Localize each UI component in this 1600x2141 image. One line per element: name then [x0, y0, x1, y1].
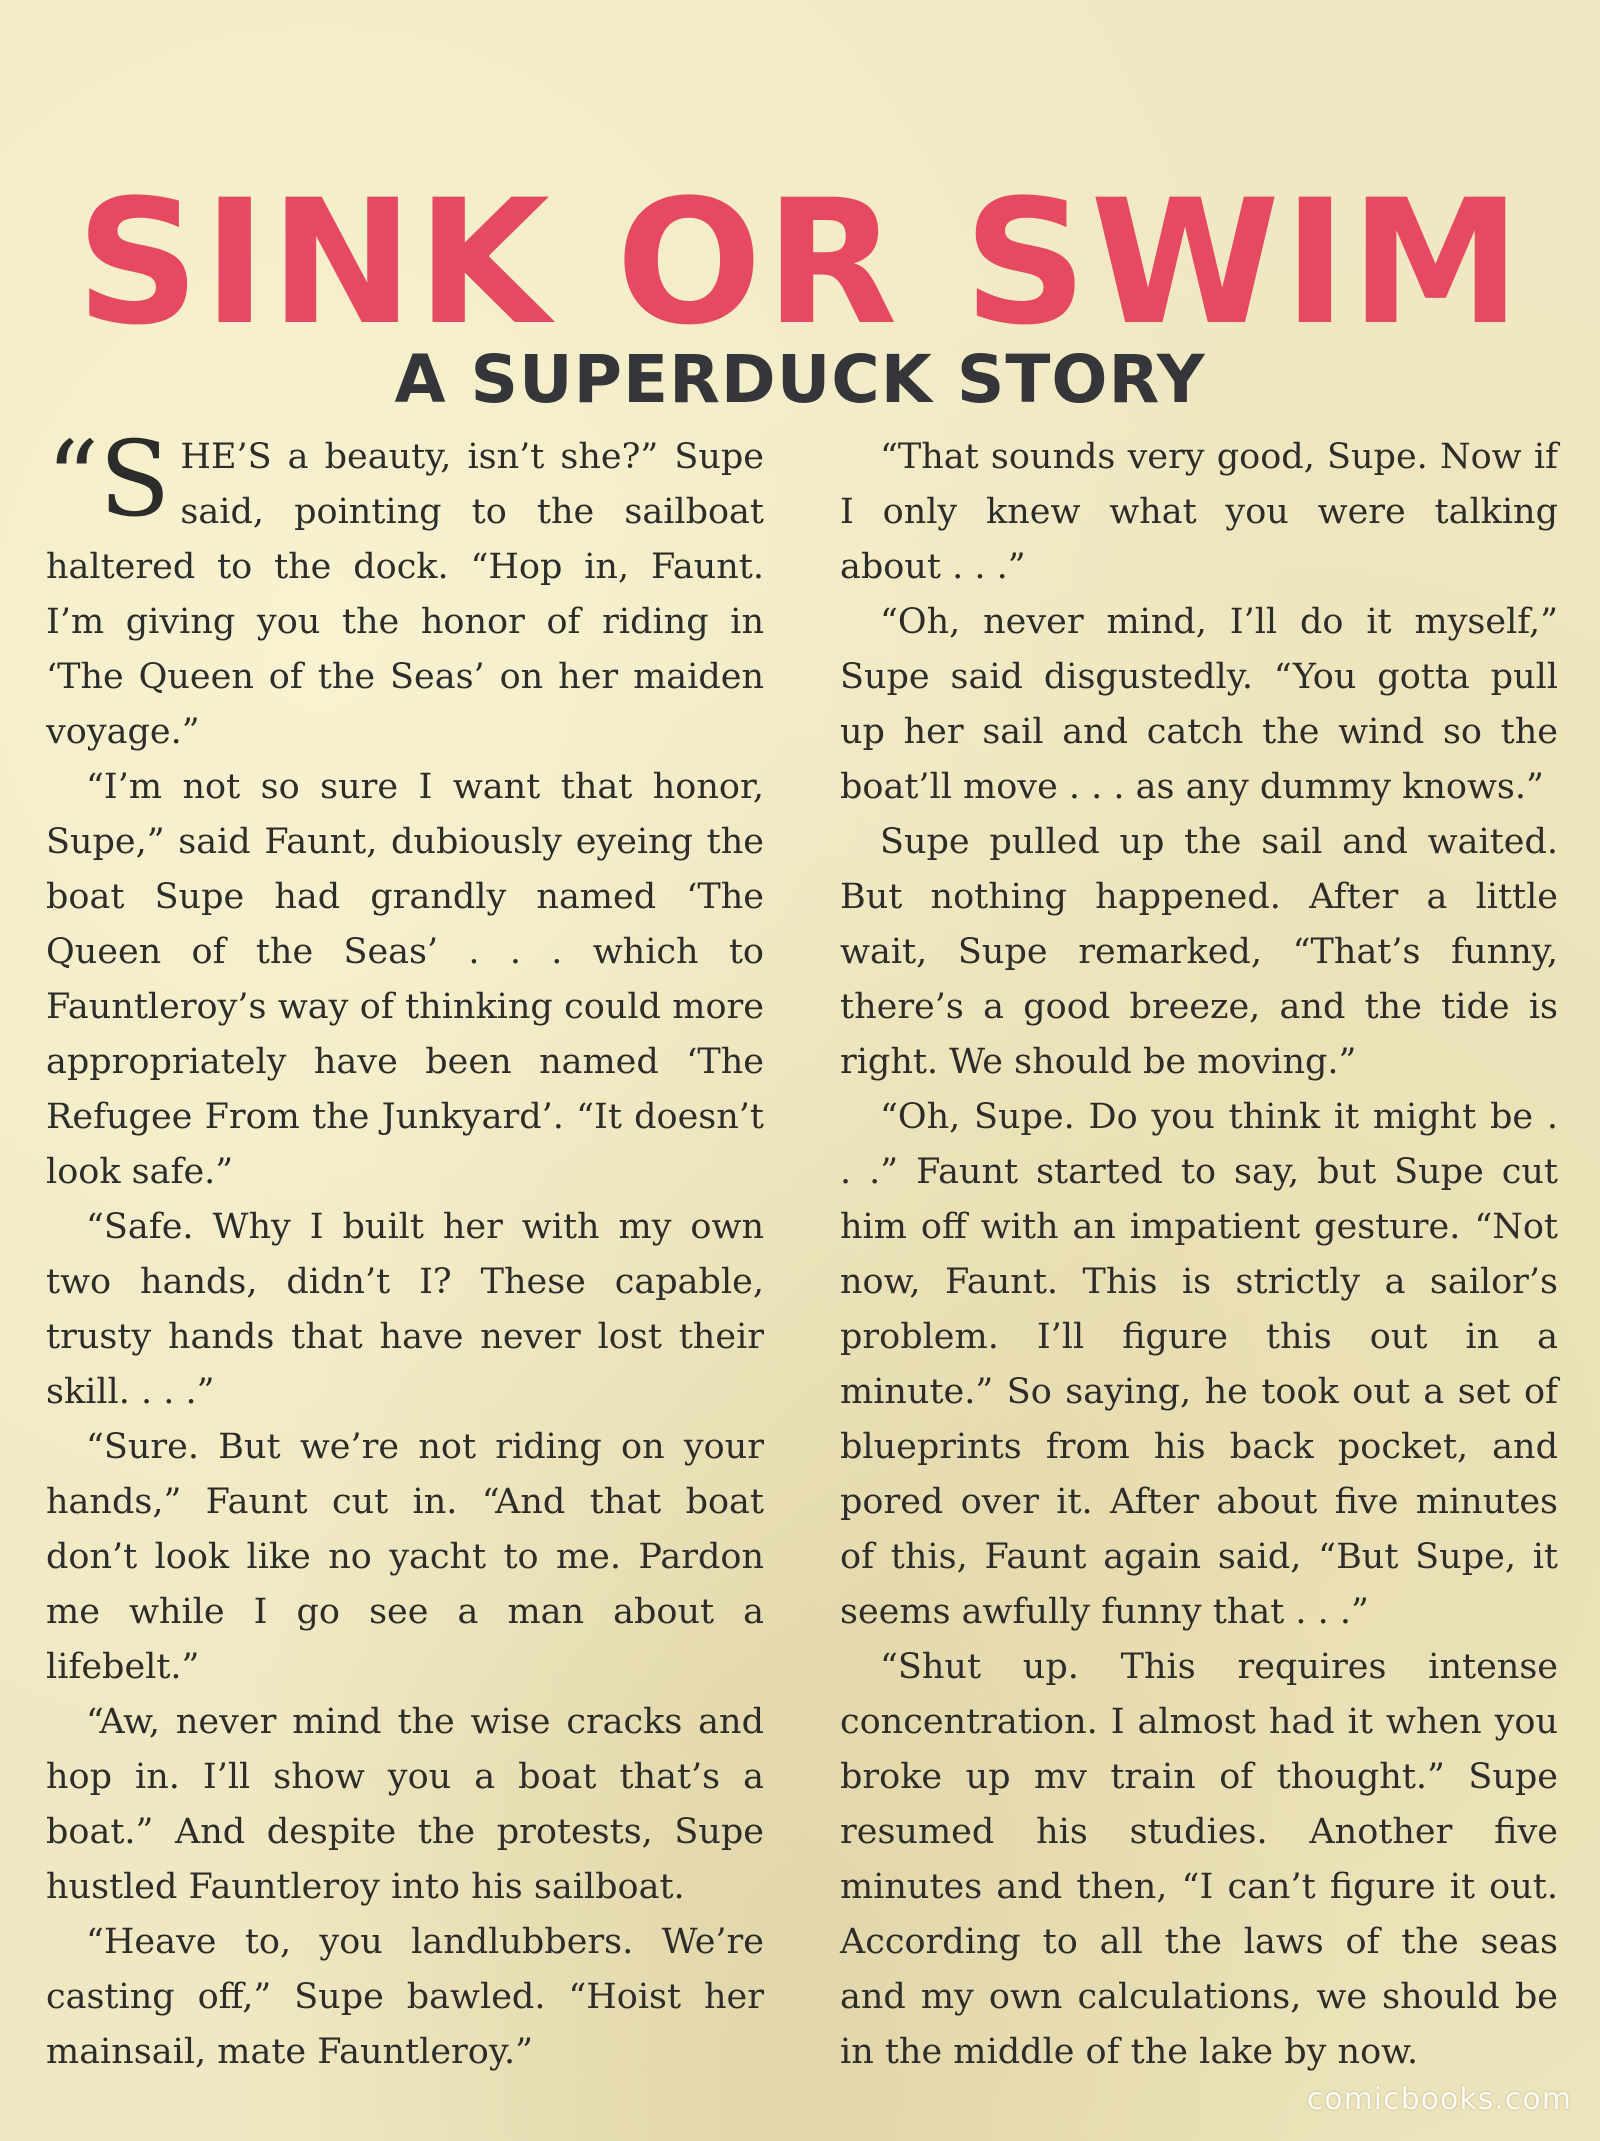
- drop-cap: “S: [46, 418, 171, 540]
- paragraph: “Shut up. This requires intense concentration. I almost had it when you broke up mv train of thought.” Supe resumed his studies. Another five minutes and then, “I can’t figure it out. According to all the laws of the seas and my own calculations, we should be in the middle of the lake by now.: [840, 1647, 1558, 2072]
- opening-paragraph-text: HE’S a beauty, isn’t she?” Supe said, pointing to the sailboat haltered to the dock. “Hop in, Faunt. I’m giving you the honor of riding in ‘The Queen of the Seas’ on her maiden voyage.”: [46, 437, 764, 752]
- paragraph: “Oh, never mind, I’ll do it myself,” Supe said disgustedly. “You gotta pull up her sail and catch the wind so the boat’ll move . . . as any dummy knows.”: [840, 602, 1558, 807]
- paragraph: “That sounds very good, Supe. Now if I only knew what you were talking about . . .”: [840, 437, 1558, 587]
- paragraph: “Oh, Supe. Do you think it might be . . .” Faunt started to say, but Supe cut him off with an impatient gesture. “Not now, Faunt. This is strictly a sailor’s problem. I’ll figure this out in a minute.” So saying, he took out a set of blueprints from his back pocket, and pored over it. After about five minutes of this, Faunt again said, “But Supe, it seems awfully funny that . . .”: [840, 1097, 1558, 1632]
- right-text-column: [840, 430, 1558, 2080]
- paragraph: Supe pulled up the sail and waited. But nothing happened. After a little wait, Supe remarked, “That’s funny, there’s a good breeze, and the tide is right. We should be moving.”: [840, 822, 1558, 1082]
- story-title: SINK OR SWIM: [75, 162, 1525, 364]
- paragraph: “Aw, never mind the wise cracks and hop in. I’ll show you a boat that’s a boat.” And despite the protests, Supe hustled Fauntleroy into his sailboat.: [46, 1702, 764, 1907]
- paragraph: “Heave to, you landlubbers. We’re casting off,” Supe bawled. “Hoist her mainsail, mate Fauntleroy.”: [46, 1922, 764, 2072]
- paragraph: “Sure. But we’re not riding on your hands,” Faunt cut in. “And that boat don’t look like no yacht to me. Pardon me while I go see a man about a lifebelt.”: [46, 1427, 764, 1687]
- story-subtitle: A SUPERDUCK STORY: [394, 340, 1206, 418]
- paragraph: “Safe. Why I built her with my own two hands, didn’t I? These capable, trusty hands that have never lost their skill. . . .”: [46, 1207, 764, 1412]
- opening-paragraph: [46, 418, 764, 760]
- left-text-column: [46, 418, 764, 2080]
- paragraph: “I’m not so sure I want that honor, Supe,” said Faunt, dubiously eyeing the boat Supe had grandly named ‘The Queen of the Seas’ . . . which to Fauntleroy’s way of thinking could more appropriately have been named ‘The Refugee From the Junkyard’. “It doesn’t look safe.”: [46, 767, 764, 1192]
- watermark: comicbooks.com: [1306, 2082, 1572, 2117]
